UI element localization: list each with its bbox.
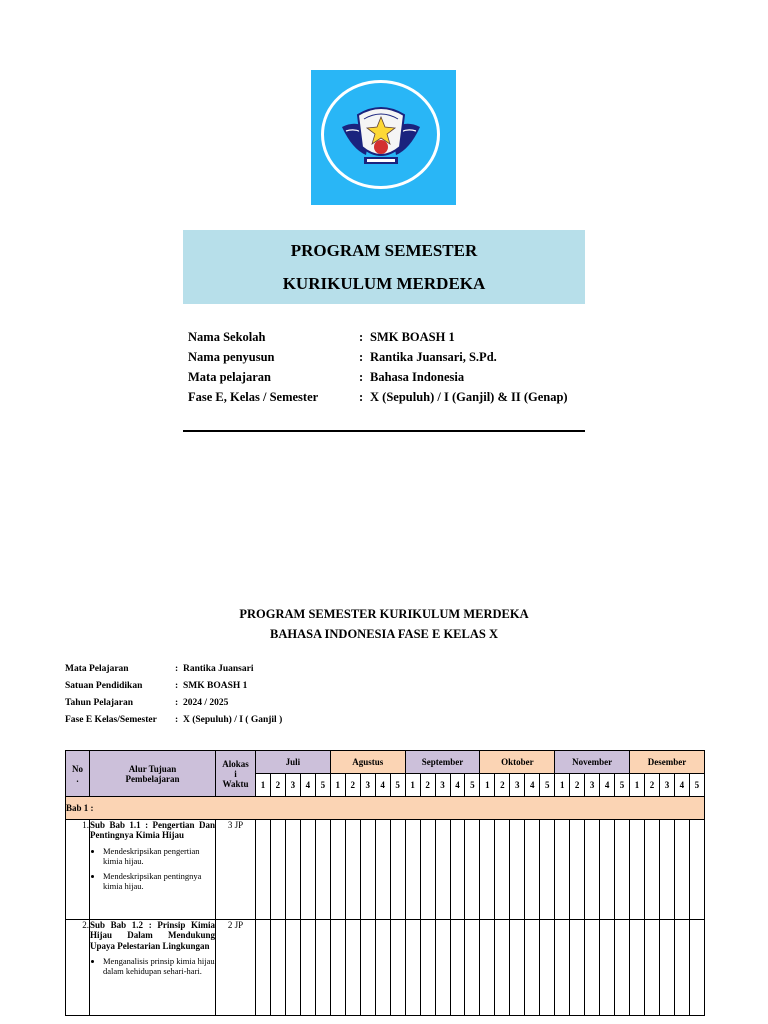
section-meta (65, 664, 365, 732)
time-allocation: 2 JP (216, 920, 256, 1016)
week-cell (540, 820, 555, 920)
bab-row (66, 797, 705, 820)
week-cell (480, 920, 495, 1016)
meta-value: Rantika Juansari (183, 664, 254, 674)
meta-value: SMK BOASH 1 (183, 681, 248, 691)
info-row-author (188, 350, 588, 370)
week-cell (300, 920, 315, 1016)
info-label: Fase E, Kelas / Semester (188, 390, 319, 404)
meta-colon: : (175, 698, 179, 708)
info-value: X (Sepuluh) / I (Ganjil) & II (Genap) (370, 390, 568, 404)
sub-bab-title: Sub Bab 1.1 : Pengertian Dan Pentingnya Kimia Hijau (90, 820, 215, 841)
info-label: Nama Sekolah (188, 330, 266, 344)
meta-label: Fase E Kelas/Semester (65, 715, 157, 725)
week-number: 1 (480, 774, 495, 797)
week-cell (330, 920, 345, 1016)
section-title-line1: PROGRAM SEMESTER KURIKULUM MERDEKA (239, 607, 529, 621)
school-logo (311, 70, 456, 205)
week-cell (525, 920, 540, 1016)
cover-title-line2: KURIKULUM MERDEKA (282, 274, 486, 293)
week-cell (285, 920, 300, 1016)
week-number: 3 (659, 774, 674, 797)
cover-title-line1: PROGRAM SEMESTER (290, 241, 478, 260)
program-semester-table (65, 750, 705, 1016)
week-cell (465, 920, 480, 1016)
week-number: 3 (285, 774, 300, 797)
week-cell (300, 820, 315, 920)
week-cell (495, 820, 510, 920)
week-cell (330, 820, 345, 920)
week-number: 1 (330, 774, 345, 797)
week-number: 5 (615, 774, 630, 797)
week-number: 4 (300, 774, 315, 797)
week-number: 1 (256, 774, 271, 797)
week-cell (285, 820, 300, 920)
month-header: Oktober (480, 751, 555, 774)
meta-label: Mata Pelajaran (65, 664, 129, 674)
week-cell (555, 820, 570, 920)
month-header: November (555, 751, 630, 774)
week-cell (540, 920, 555, 1016)
week-cell (630, 920, 645, 1016)
info-value: SMK BOASH 1 (370, 330, 455, 344)
week-cell (435, 820, 450, 920)
week-cell (600, 920, 615, 1016)
section-title-line2: BAHASA INDONESIA FASE E KELAS X (270, 627, 498, 641)
week-cell (390, 920, 405, 1016)
week-cell (495, 920, 510, 1016)
week-number: 2 (570, 774, 585, 797)
info-colon: : (359, 390, 364, 404)
week-number: 5 (540, 774, 555, 797)
week-number: 5 (689, 774, 704, 797)
week-cell (659, 920, 674, 1016)
week-cell (480, 820, 495, 920)
week-number: 2 (270, 774, 285, 797)
week-cell (375, 820, 390, 920)
table-row (66, 920, 705, 1016)
week-number: 4 (525, 774, 540, 797)
meta-row (65, 664, 365, 681)
week-cell (570, 920, 585, 1016)
week-number: 3 (360, 774, 375, 797)
table-row (66, 820, 705, 920)
week-number: 1 (555, 774, 570, 797)
week-number: 4 (450, 774, 465, 797)
meta-colon: : (175, 664, 179, 674)
info-value: Bahasa Indonesia (370, 370, 465, 384)
header-alokasi: Alokas i Waktu (216, 751, 256, 797)
week-cell (270, 820, 285, 920)
info-label: Mata pelajaran (188, 370, 271, 384)
week-cell (420, 820, 435, 920)
week-cell (600, 820, 615, 920)
time-allocation: 3 JP (216, 820, 256, 920)
week-cell (615, 920, 630, 1016)
row-content (90, 920, 216, 1016)
week-number: 5 (390, 774, 405, 797)
week-cell (645, 820, 660, 920)
month-header: Agustus (330, 751, 405, 774)
week-cell (630, 820, 645, 920)
month-header: Desember (630, 751, 705, 774)
logo-ring (321, 80, 440, 189)
meta-label: Satuan Pendidikan (65, 681, 143, 691)
week-cell (270, 920, 285, 1016)
week-cell (689, 820, 704, 920)
info-colon: : (359, 350, 364, 364)
week-number: 3 (510, 774, 525, 797)
meta-colon: : (175, 715, 179, 725)
week-cell (465, 820, 480, 920)
week-number: 5 (465, 774, 480, 797)
week-number: 2 (420, 774, 435, 797)
week-number: 4 (600, 774, 615, 797)
week-number: 4 (674, 774, 689, 797)
week-number: 2 (345, 774, 360, 797)
info-label: Nama penyusun (188, 350, 275, 364)
cover-divider (183, 430, 585, 432)
row-number: 2. (66, 920, 90, 1016)
meta-row (65, 715, 365, 732)
week-cell (345, 820, 360, 920)
objective-item: • Menganalisis prinsip kimia hijau dalam kehidupan sehari-hari. (103, 956, 215, 976)
week-cell (570, 820, 585, 920)
week-cell (420, 920, 435, 1016)
week-cell (510, 820, 525, 920)
week-cell (405, 820, 420, 920)
week-cell (360, 820, 375, 920)
week-cell (585, 920, 600, 1016)
week-cell (674, 920, 689, 1016)
meta-row (65, 698, 365, 715)
week-number: 1 (405, 774, 420, 797)
week-cell (256, 920, 271, 1016)
month-header: September (405, 751, 480, 774)
week-cell (256, 820, 271, 920)
week-cell (510, 920, 525, 1016)
month-header: Juli (256, 751, 331, 774)
info-colon: : (359, 370, 364, 384)
meta-row (65, 681, 365, 698)
row-number: 1. (66, 820, 90, 920)
meta-colon: : (175, 681, 179, 691)
objective-list (90, 846, 215, 892)
week-cell (360, 920, 375, 1016)
header-no: No . (66, 751, 90, 797)
week-number: 2 (645, 774, 660, 797)
header-atp: Alur Tujuan Pembelajaran (90, 751, 216, 797)
week-cell (375, 920, 390, 1016)
sub-bab-title: Sub Bab 1.2 : Prinsip Kimia Hijau Dalam Mendukung Upaya Pelestarian Lingkungan (90, 920, 215, 951)
week-cell (315, 920, 330, 1016)
school-emblem-icon (340, 97, 422, 175)
cover-info (188, 330, 588, 410)
week-number: 4 (375, 774, 390, 797)
info-colon: : (359, 330, 364, 344)
week-cell (555, 920, 570, 1016)
cover-title-band (183, 230, 585, 304)
week-cell (450, 820, 465, 920)
week-number: 5 (315, 774, 330, 797)
week-cell (435, 920, 450, 1016)
week-number: 3 (435, 774, 450, 797)
week-cell (585, 820, 600, 920)
month-header-row (66, 751, 705, 774)
week-cell (525, 820, 540, 920)
objective-item: • Mendeskripsikan pentingnya kimia hijau. (103, 871, 215, 891)
week-number: 3 (585, 774, 600, 797)
meta-value: 2024 / 2025 (183, 698, 229, 708)
objective-item: • Mendeskripsikan pengertian kimia hijau. (103, 846, 215, 866)
info-row-subject (188, 370, 588, 390)
week-cell (405, 920, 420, 1016)
objective-list (90, 956, 215, 976)
info-row-phase (188, 390, 588, 410)
week-cell (689, 920, 704, 1016)
week-cell (659, 820, 674, 920)
week-cell (345, 920, 360, 1016)
week-cell (674, 820, 689, 920)
bab-label: Bab 1 : (66, 797, 705, 820)
row-content (90, 820, 216, 920)
week-cell (450, 920, 465, 1016)
week-cell (315, 820, 330, 920)
meta-label: Tahun Pelajaran (65, 698, 134, 708)
week-cell (645, 920, 660, 1016)
info-value: Rantika Juansari, S.Pd. (370, 350, 497, 364)
week-number: 1 (630, 774, 645, 797)
week-cell (615, 820, 630, 920)
meta-value: X (Sepuluh) / I ( Ganjil ) (183, 715, 283, 725)
info-row-school (188, 330, 588, 350)
week-cell (390, 820, 405, 920)
week-number: 2 (495, 774, 510, 797)
